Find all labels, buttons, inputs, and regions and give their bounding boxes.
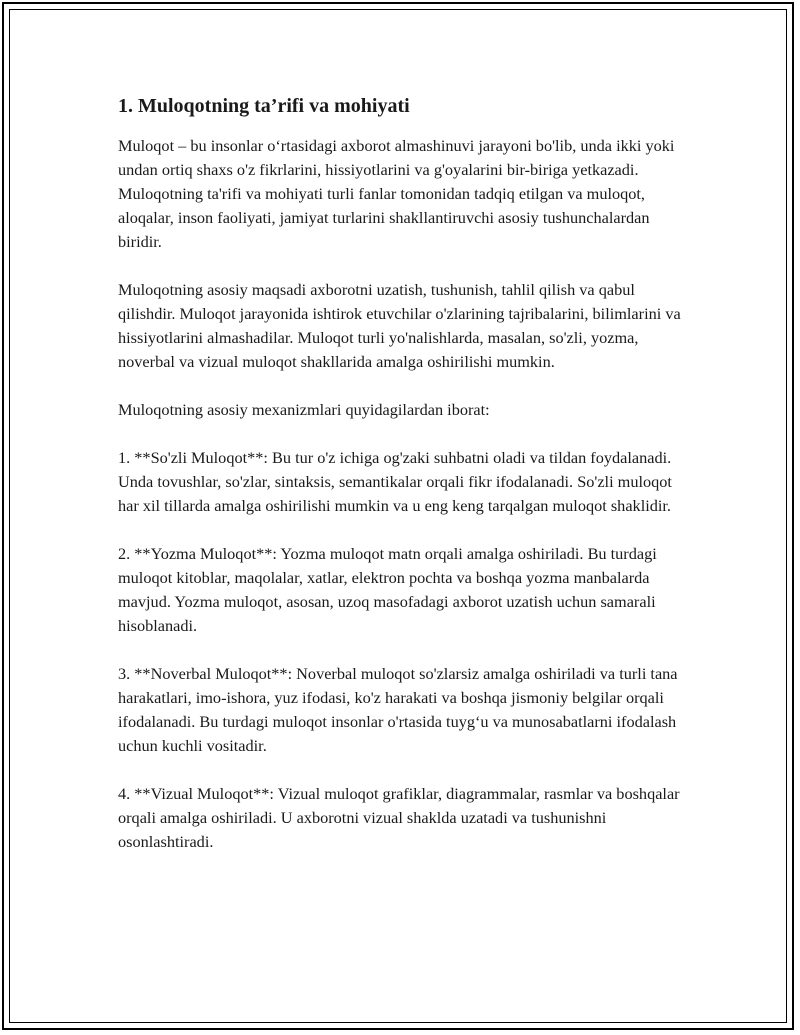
- list-item-written: 2. **Yozma Muloqot**: Yozma muloqot matn orqali amalga oshiriladi. Bu turdagi muloqot kitoblar, maqolalar, xatlar, elektron pochta va boshqa yozma manbalarda mavjud. Yozma muloqot, asosan, uzoq masofadagi axborot uzatish uchun samarali hisoblanadi.: [118, 544, 657, 635]
- list-item-visual: 4. **Vizual Muloqot**: Vizual muloqot grafiklar, diagrammalar, rasmlar va boshqalar orqali amalga oshiriladi. U axborotni vizual shaklda uzatadi va tushunishni osonlashtiradi.: [118, 784, 680, 851]
- paragraph-definition: Muloqot – bu insonlar oʻrtasidagi axborot almashinuvi jarayoni bo'lib, unda ikki yoki undan ortiq shaxs o'z fikrlarini, hissiyotlarini va g'oyalarini bir-biriga yetkazadi. Muloqotning ta'rifi va mohiyati turli fanlar tomonidan tadqiq etilgan va muloqot, aloqalar, inson faoliyati, jamiyat turlarini shakllantiruvchi asosiy tushunchalardan biridir.: [118, 136, 675, 251]
- paragraph-mechanisms-intro: Muloqotning asosiy mexanizmlari quyidagilardan iborat:: [118, 400, 490, 419]
- paragraph-purpose: Muloqotning asosiy maqsadi axborotni uzatish, tushunish, tahlil qilish va qabul qilishdir. Muloqot jarayonida ishtirok etuvchilar o'zlarining tajribalarini, bilimlarini va hissiyotlarini almashadilar. Muloqot turli yo'nalishlarda, masalan, so'zli, yozma, noverbal va vizual muloqot shakllarida amalga oshirilishi mumkin.: [118, 280, 681, 371]
- document-body: [118, 92, 690, 878]
- list-item-nonverbal: 3. **Noverbal Muloqot**: Noverbal muloqot so'zlarsiz amalga oshiriladi va turli tana harakatlari, imo-ishora, yuz ifodasi, ko'z harakati va boshqa jismoniy belgilar orqali ifodalanadi. Bu turdagi muloqot insonlar o'rtasida tuyg‘u va munosabatlarni ifodalash uchun kuchli vositadir.: [118, 664, 678, 755]
- list-item-verbal: 1. **So'zli Muloqot**: Bu tur o'z ichiga og'zaki suhbatni oladi va tildan foydalanadi. Unda tovushlar, so'zlar, sintaksis, semantikalar orqali fikr ifodalanadi. So'zli muloqot har xil tillarda amalga oshirilishi mumkin va u eng keng tarqalgan muloqot shaklidir.: [118, 448, 672, 515]
- section-heading: 1. Muloqotning ta’rifi va mohiyati: [118, 95, 410, 117]
